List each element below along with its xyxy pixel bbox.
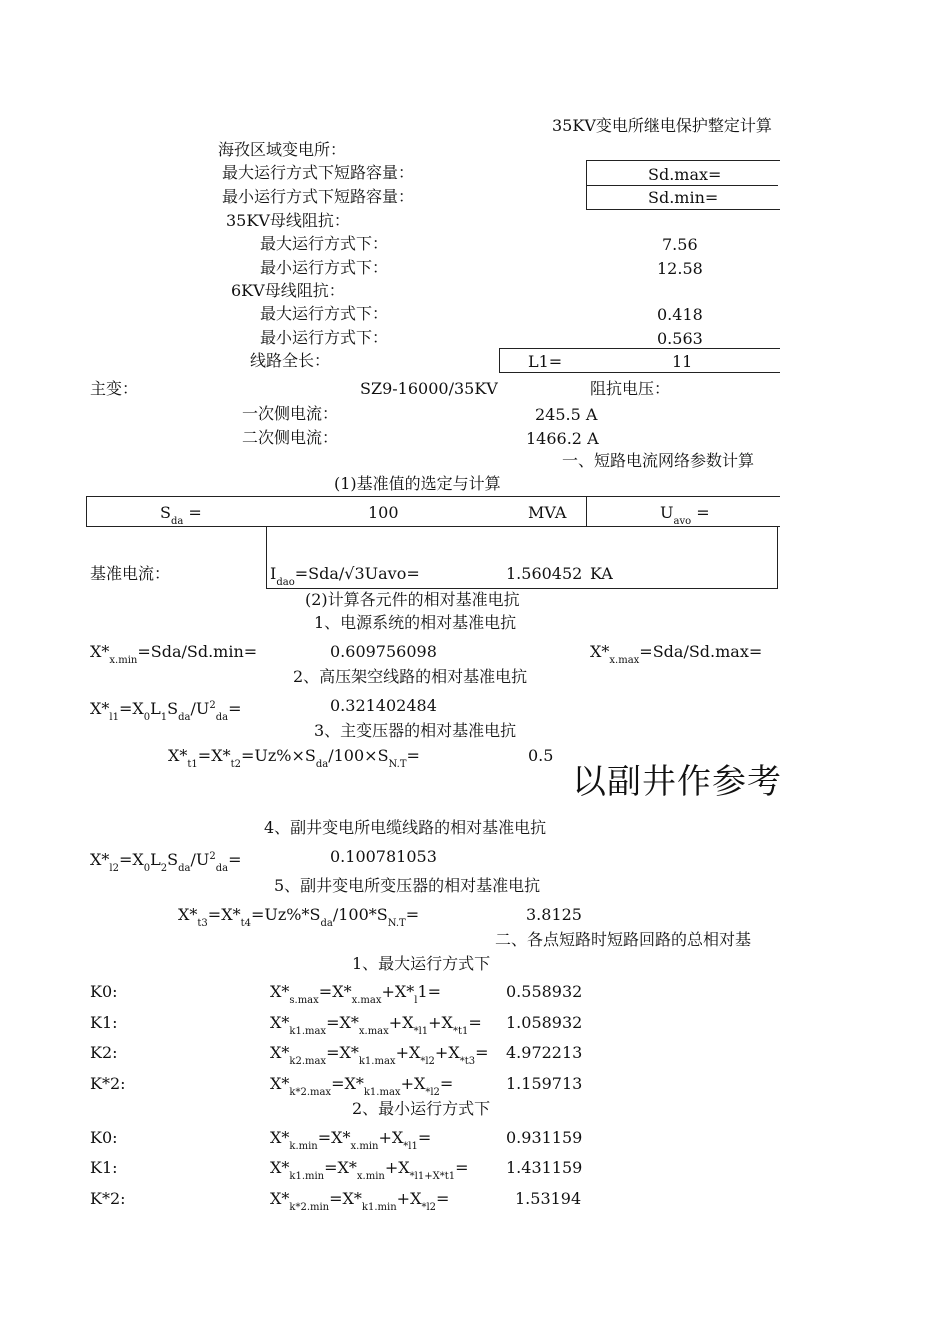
primary-current-value: 245.5 A: [535, 405, 598, 424]
bus35-min-label: 最小运行方式下：: [260, 258, 389, 277]
bus6-label: 6KV母线阻抗：: [231, 281, 345, 300]
bus6-max-value: 0.418: [657, 305, 703, 324]
item2-heading: 2、高压架空线路的相对基准电抗: [293, 667, 528, 686]
uavo-label: $U_{avo}$ =: [660, 503, 710, 527]
min-k0-point: K0:: [90, 1128, 118, 1147]
line-length-key: L1=: [528, 352, 563, 371]
base-value-heading: (1)基准值的选定与计算: [334, 474, 501, 493]
xl1-value: 0.321402484: [330, 696, 437, 715]
max-k2-point: K2:: [90, 1043, 118, 1062]
min-k1-formula: $X*_{k1.min}=X*_{x.min}+X_{*l1+X*t1}=$: [270, 1158, 469, 1182]
max-capacity-key: Sd.max=: [648, 165, 722, 184]
base-table-divider: [586, 496, 587, 527]
bus6-min-value: 0.563: [657, 329, 703, 348]
relative-reactance-heading: (2)计算各元件的相对基准电抗: [305, 590, 520, 609]
x-max-formula: $X*_{x.max}=Sda/Sd.\max=$: [590, 642, 763, 666]
bus35-max-value: 7.56: [662, 235, 698, 254]
capacity-box-divider: [586, 185, 778, 186]
idao-value: 1.560452: [506, 564, 583, 583]
max-k2-formula: $X*_{k2.max}=X*_{k1.max}+X_{*l2}+X_{*t3}=$: [270, 1043, 489, 1067]
min-k*2-point: K*2:: [90, 1189, 126, 1208]
min-capacity-key: Sd.min=: [648, 188, 719, 207]
xt-value: 0.5: [528, 746, 554, 765]
section2-title: 二、各点短路时短路回路的总相对基: [495, 930, 752, 949]
bus35-label: 35KV母线阻抗：: [226, 211, 350, 230]
xt3-value: 3.8125: [526, 905, 582, 924]
max-k*2-value: 1.159713: [506, 1074, 583, 1093]
bus6-min-label: 最小运行方式下：: [260, 328, 389, 347]
xl2-value: 0.100781053: [330, 847, 437, 866]
document-title: 35KV变电所继电保护整定计算: [552, 116, 772, 135]
idao-unit: KA: [590, 564, 613, 583]
impedance-voltage-label: 阻抗电压：: [590, 379, 671, 398]
min-k*2-value: 1.53194: [515, 1189, 582, 1208]
line-length-label: 线路全长：: [250, 351, 331, 370]
base-current-label: 基准电流：: [90, 564, 171, 583]
max-k0-formula: $X*_{s.max}=X*_{x.max}+X*_l1=$: [270, 982, 442, 1006]
xt3-formula: $X*_{t3}=X*_{t4}=Uz\%*S_{da}/100*S_{N.T}=$: [178, 905, 420, 929]
secondary-current-label: 二次侧电流：: [242, 428, 339, 447]
reference-watermark: 以副井作参考: [572, 762, 782, 802]
xl2-formula: $X*_{l2}=X_0L_2S_{da}/U^2_{da}=$: [90, 850, 242, 874]
bus35-min-value: 12.58: [657, 259, 703, 278]
station-name: 海孜区域变电所：: [218, 140, 347, 159]
section1-title: 一、短路电流网络参数计算: [562, 451, 755, 470]
min-k1-value: 1.431159: [506, 1158, 583, 1177]
sda-value: 100: [368, 503, 399, 522]
bus6-max-label: 最大运行方式下：: [260, 304, 389, 323]
xt-formula: $X*_{t1}=X*_{t2}=Uz\%\times S_{da}/100\times S_{N.T}=$: [168, 746, 420, 770]
max-k*2-formula: $X*_{k*2.max}=X*_{k1.max}+X_{*l2}=$: [270, 1074, 454, 1098]
secondary-current-value: 1466.2 A: [526, 429, 599, 448]
max-k1-formula: $X*_{k1.max}=X*_{x.max}+X_{*l1}+X_{*t1}=$: [270, 1013, 482, 1037]
min-k0-formula: $X*_{k.min}=X*_{x.min}+X_{*l1}=$: [270, 1128, 432, 1152]
bus35-max-label: 最大运行方式下：: [260, 234, 389, 253]
min-k1-point: K1:: [90, 1158, 118, 1177]
transformer-model: SZ9-16000/35KV: [360, 379, 498, 398]
x-min-value: 0.609756098: [330, 642, 437, 661]
item1-heading: 1、电源系统的相对基准电抗: [314, 613, 517, 632]
x-min-formula: $X*_{x.min}=Sda/Sd.\min=$: [90, 642, 258, 666]
item3-heading: 3、主变压器的相对基准电抗: [314, 721, 517, 740]
max-k0-point: K0:: [90, 982, 118, 1001]
min-k0-value: 0.931159: [506, 1128, 583, 1147]
sda-label: $S_{da}$ =: [160, 503, 202, 527]
max-k0-value: 0.558932: [506, 982, 583, 1001]
min-capacity-label: 最小运行方式下短路容量：: [222, 187, 415, 206]
idao-formula: $I_{dao}=Sda/√3Uavo=$: [270, 564, 420, 588]
max-k*2-point: K*2:: [90, 1074, 126, 1093]
xl1-formula: $X*_{l1}=X_0L_1S_{da}/U^2_{da}=$: [90, 699, 242, 723]
max-k1-value: 1.058932: [506, 1013, 583, 1032]
primary-current-label: 一次侧电流：: [242, 404, 339, 423]
item5-heading: 5、副井变电所变压器的相对基准电抗: [274, 876, 541, 895]
max-capacity-label: 最大运行方式下短路容量：: [222, 163, 415, 182]
max-mode-heading: 1、最大运行方式下: [352, 954, 491, 973]
main-transformer-label: 主变：: [90, 379, 139, 398]
line-length-value: 11: [672, 352, 693, 371]
max-k1-point: K1:: [90, 1013, 118, 1032]
min-k*2-formula: $X*_{k*2.min}=X*_{k1.min}+X_{*l2}=$: [270, 1189, 450, 1213]
item4-heading: 4、副井变电所电缆线路的相对基准电抗: [264, 818, 547, 837]
max-k2-value: 4.972213: [506, 1043, 583, 1062]
min-mode-heading: 2、最小运行方式下: [352, 1099, 491, 1118]
sda-unit: MVA: [528, 503, 567, 522]
